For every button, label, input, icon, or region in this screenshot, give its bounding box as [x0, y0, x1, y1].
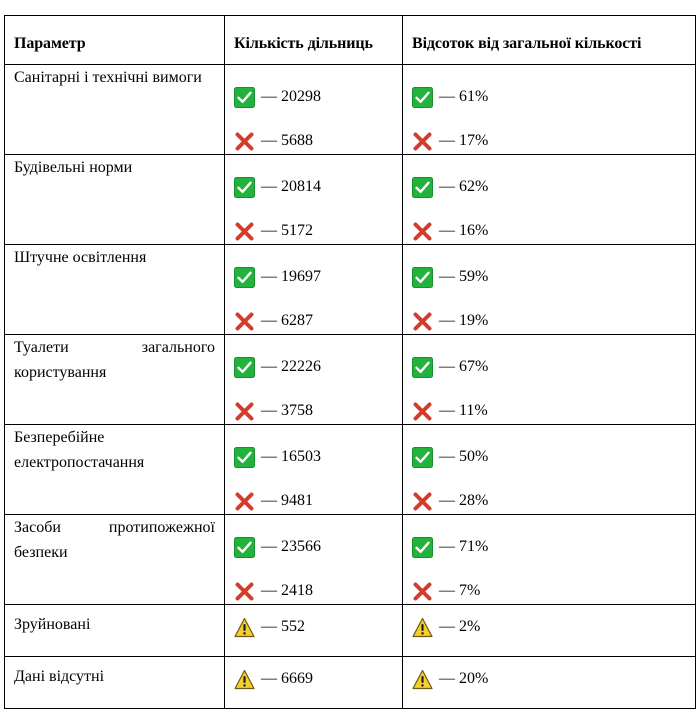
value-line: [234, 667, 393, 691]
value-text: — 23566: [261, 538, 321, 555]
value-line: [412, 85, 686, 109]
value-text: — 552: [261, 618, 305, 635]
value-line: [412, 489, 686, 513]
value-line: [234, 445, 393, 469]
header-count: Кількість дільниць: [225, 16, 403, 65]
value-line: [234, 309, 393, 333]
check-mark-icon: [234, 177, 255, 198]
warning-icon: [412, 669, 433, 690]
check-mark-icon: [412, 357, 433, 378]
cross-mark-icon: [234, 401, 255, 422]
parameter-name: Дані відсутні: [5, 657, 225, 709]
value-line: [412, 309, 686, 333]
header-percent: Відсоток від загальної кількості: [403, 16, 696, 65]
percent-cell: [403, 155, 696, 245]
cross-mark-icon: [234, 221, 255, 242]
value-text: — 7%: [439, 582, 481, 599]
warning-icon: [412, 617, 433, 638]
value-line: [234, 265, 393, 289]
parameter-name: Зруйновані: [5, 605, 225, 657]
percent-cell: [403, 245, 696, 335]
count-cell: [225, 515, 403, 605]
value-text: — 20298: [261, 88, 321, 105]
value-line: [412, 535, 686, 559]
value-text: — 50%: [439, 448, 489, 465]
value-line: [234, 399, 393, 423]
percent-cell: [403, 657, 696, 709]
count-cell: [225, 65, 403, 155]
value-line: [412, 399, 686, 423]
cross-mark-icon: [234, 311, 255, 332]
check-mark-icon: [234, 267, 255, 288]
value-text: — 6669: [261, 670, 313, 687]
parameter-name: Штучне освітлення: [5, 245, 225, 335]
table-row: [5, 155, 696, 245]
value-text: — 3758: [261, 402, 313, 419]
warning-icon: [234, 617, 255, 638]
cross-mark-icon: [234, 581, 255, 602]
check-mark-icon: [412, 537, 433, 558]
percent-cell: [403, 335, 696, 425]
check-mark-icon: [412, 87, 433, 108]
value-text: — 6287: [261, 312, 313, 329]
value-line: [412, 129, 686, 153]
parameter-name: Будівельні норми: [5, 155, 225, 245]
percent-cell: [403, 425, 696, 515]
value-text: — 20%: [439, 670, 489, 687]
value-line: [234, 219, 393, 243]
count-cell: [225, 425, 403, 515]
value-line: [234, 535, 393, 559]
value-text: — 19%: [439, 312, 489, 329]
count-cell: [225, 657, 403, 709]
value-line: [412, 445, 686, 469]
value-text: — 16%: [439, 222, 489, 239]
value-text: — 17%: [439, 132, 489, 149]
count-cell: [225, 155, 403, 245]
value-line: [234, 175, 393, 199]
value-text: — 9481: [261, 492, 313, 509]
value-text: — 2%: [439, 618, 481, 635]
value-text: — 20814: [261, 178, 321, 195]
cross-mark-icon: [412, 131, 433, 152]
cross-mark-icon: [234, 491, 255, 512]
percent-cell: [403, 515, 696, 605]
percent-cell: [403, 605, 696, 657]
value-line: [412, 615, 686, 639]
cross-mark-icon: [412, 401, 433, 422]
value-text: — 62%: [439, 178, 489, 195]
value-line: [412, 667, 686, 691]
check-mark-icon: [412, 177, 433, 198]
cross-mark-icon: [412, 491, 433, 512]
table-row: [5, 657, 696, 709]
count-cell: [225, 245, 403, 335]
warning-icon: [234, 669, 255, 690]
check-mark-icon: [412, 447, 433, 468]
value-text: — 61%: [439, 88, 489, 105]
value-text: — 19697: [261, 268, 321, 285]
cross-mark-icon: [412, 311, 433, 332]
table-header-row: [5, 16, 696, 65]
percent-cell: [403, 65, 696, 155]
check-mark-icon: [412, 267, 433, 288]
value-line: [412, 265, 686, 289]
parameter-name: Засоби протипожежної безпеки: [5, 515, 225, 605]
value-line: [234, 579, 393, 603]
cross-mark-icon: [412, 221, 433, 242]
header-param: Параметр: [5, 16, 225, 65]
value-text: — 71%: [439, 538, 489, 555]
value-line: [412, 219, 686, 243]
parameter-name: Санітарні і технічні вимоги: [5, 65, 225, 155]
value-text: — 11%: [439, 402, 488, 419]
table-row: [5, 425, 696, 515]
check-mark-icon: [234, 537, 255, 558]
value-text: — 67%: [439, 358, 489, 375]
cross-mark-icon: [412, 581, 433, 602]
table-row: [5, 245, 696, 335]
parameters-table: [4, 15, 696, 709]
value-text: — 22226: [261, 358, 321, 375]
value-text: — 5688: [261, 132, 313, 149]
value-line: [234, 85, 393, 109]
value-text: — 2418: [261, 582, 313, 599]
table-row: [5, 515, 696, 605]
value-text: — 5172: [261, 222, 313, 239]
check-mark-icon: [234, 87, 255, 108]
value-line: [412, 175, 686, 199]
table-row: [5, 335, 696, 425]
count-cell: [225, 335, 403, 425]
value-text: — 16503: [261, 448, 321, 465]
value-line: [412, 579, 686, 603]
check-mark-icon: [234, 357, 255, 378]
value-line: [234, 129, 393, 153]
check-mark-icon: [234, 447, 255, 468]
table-row: [5, 65, 696, 155]
parameter-name: Безперебійне електропостачання: [5, 425, 225, 515]
count-cell: [225, 605, 403, 657]
value-text: — 28%: [439, 492, 489, 509]
value-line: [412, 355, 686, 379]
value-line: [234, 355, 393, 379]
table-row: [5, 605, 696, 657]
cross-mark-icon: [234, 131, 255, 152]
parameter-name: Туалети загального користування: [5, 335, 225, 425]
value-line: [234, 615, 393, 639]
value-line: [234, 489, 393, 513]
value-text: — 59%: [439, 268, 489, 285]
